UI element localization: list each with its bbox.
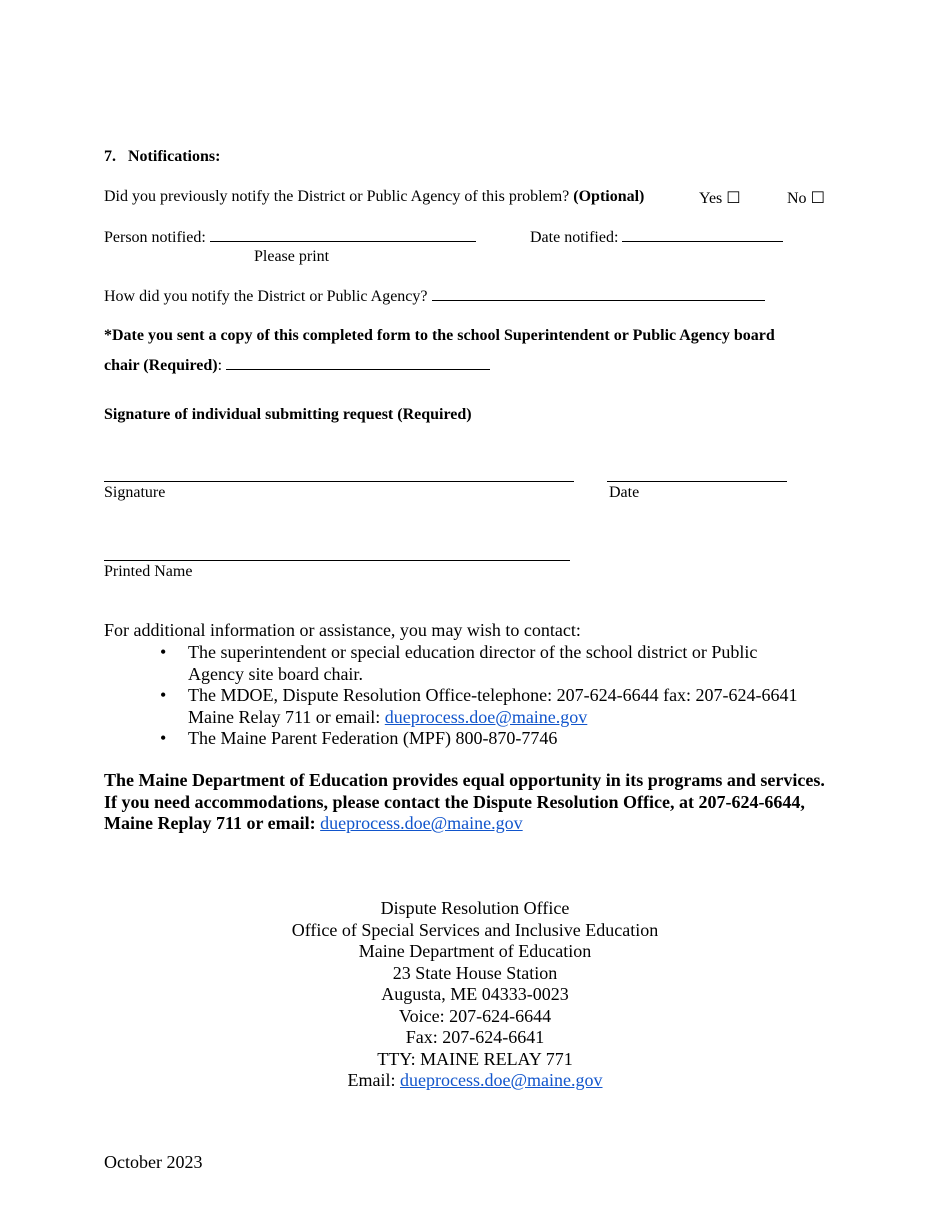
office-line: Maine Department of Education (358, 941, 592, 961)
how-notified-label: How did you notify the District or Public Agency? (104, 288, 428, 305)
date-notified-field[interactable] (622, 241, 783, 242)
notice-text: The Maine Department of Education provides equal opportunity in its programs and services. If you need accommodations, please contact the Dispute Resolution Office, at 207-624-6644, Maine Replay 711 or email: (104, 770, 825, 833)
office-line: Fax: 207-624-6641 (405, 1027, 545, 1047)
bullet-icon: • (160, 728, 167, 748)
printed-name-line[interactable] (104, 560, 570, 561)
office-email-label: Email: (347, 1070, 396, 1090)
optional-label: (Optional) (573, 188, 645, 205)
office-line: Office of Special Services and Inclusive Education (291, 919, 659, 940)
contact-item-text: The Maine Parent Federation (MPF) 800-870-7746 (188, 728, 558, 748)
office-line: Augusta, ME 04333-0023 (381, 984, 569, 1004)
office-address (0, 898, 950, 1092)
contact-item (104, 685, 804, 728)
signature-heading: Signature of individual submitting request (Required) (104, 406, 472, 423)
copy-date-colon: : (217, 357, 223, 374)
prior-notice-question (104, 188, 644, 206)
section-heading (104, 148, 220, 166)
signature-date-label: Date (609, 484, 640, 501)
footer-date: October 2023 (104, 1152, 203, 1172)
no-checkbox[interactable]: ☐ (810, 190, 825, 207)
yes-label: Yes (699, 190, 723, 207)
how-notified-row (104, 288, 765, 306)
section-number: 7. (104, 148, 116, 165)
yes-checkbox[interactable]: ☐ (726, 190, 741, 207)
signature-label: Signature (104, 484, 166, 501)
signature-date-line[interactable] (607, 481, 787, 482)
copy-date-row (104, 357, 490, 375)
prior-notice-text: Did you previously notify the District or Public Agency of this problem? (104, 188, 570, 205)
section-title: Notifications: (128, 148, 221, 165)
office-line: Dispute Resolution Office (380, 898, 570, 918)
contact-item-text: The superintendent or special education director of the school district or Public Agency site board chair. (188, 642, 758, 684)
equal-opportunity-notice (104, 770, 834, 835)
contact-item (104, 728, 804, 750)
no-option[interactable] (787, 188, 825, 208)
office-email-line (0, 1070, 950, 1092)
signature-line[interactable] (104, 481, 574, 482)
copy-date-label-line1: *Date you sent a copy of this completed form to the school Superintendent or Public Agency board (104, 327, 775, 344)
person-notified-row (104, 229, 476, 247)
bullet-icon: • (160, 642, 167, 662)
please-print-hint: Please print (254, 248, 330, 265)
how-notified-field[interactable] (432, 300, 765, 301)
yes-option[interactable] (699, 188, 741, 208)
contact-item (104, 642, 804, 685)
contacts-list (104, 642, 804, 750)
office-email-link[interactable]: dueprocess.doe@maine.gov (399, 1070, 603, 1090)
office-line: 23 State House Station (392, 962, 558, 983)
contact-item-text: The MDOE, Dispute Resolution Office-telephone: 207-624-6644 fax: 207-624-6641 Maine Relay 711 or email: (188, 685, 798, 727)
date-notified-row (530, 229, 783, 247)
office-line: TTY: MAINE RELAY 771 (377, 1048, 573, 1069)
bullet-icon: • (160, 685, 167, 705)
notice-email-link[interactable]: dueprocess.doe@maine.gov (320, 813, 523, 833)
office-line: Voice: 207-624-6644 (398, 1005, 552, 1026)
copy-date-field[interactable] (226, 369, 490, 370)
printed-name-label: Printed Name (104, 563, 193, 580)
no-label: No (787, 190, 807, 207)
contacts-intro: For additional information or assistance, you may wish to contact: (104, 620, 581, 640)
date-notified-label: Date notified: (530, 229, 619, 246)
copy-date-label-line2: chair (Required) (104, 357, 218, 374)
contact-email-link[interactable]: dueprocess.doe@maine.gov (384, 706, 588, 727)
person-notified-field[interactable] (210, 241, 476, 242)
person-notified-label: Person notified: (104, 229, 206, 246)
